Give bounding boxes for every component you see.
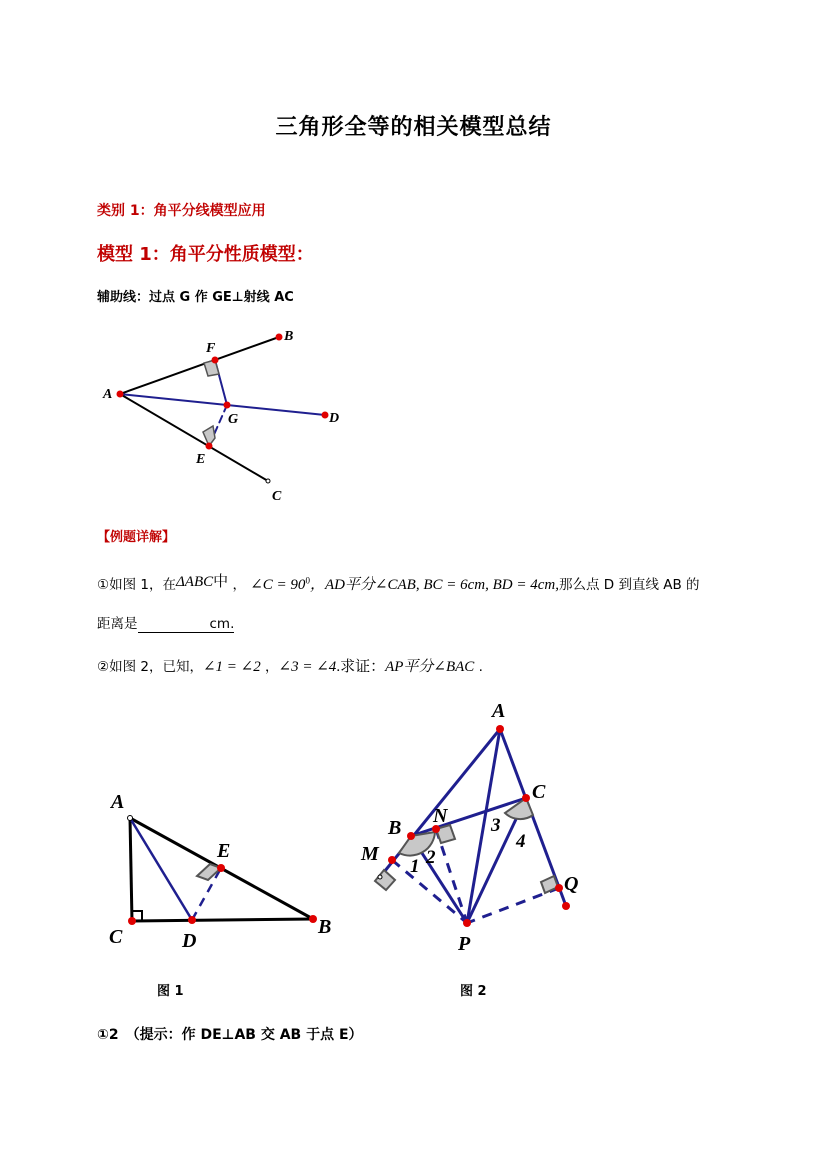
q2-eq2: ∠3 = ∠4 — [278, 659, 337, 675]
point-ray-start — [378, 875, 382, 879]
q2-end: . — [478, 659, 483, 675]
label-b: B — [284, 329, 294, 344]
label-b: B — [388, 817, 402, 839]
q2-prefix: ②如图 2，已知， — [97, 659, 203, 675]
question-1-line-2 — [97, 612, 234, 633]
label-angle-2: 2 — [426, 847, 436, 868]
label-angle-4: 4 — [516, 831, 526, 852]
point-c — [266, 479, 270, 483]
point-a — [117, 391, 124, 398]
segment-mp-dashed — [392, 860, 467, 923]
point-e — [206, 443, 213, 450]
q2-eq1: ∠1 = ∠2 — [202, 659, 261, 675]
label-a: A — [492, 700, 506, 722]
label-q: Q — [564, 873, 579, 895]
point-b — [276, 334, 283, 341]
point-c — [128, 917, 136, 925]
point-a — [128, 816, 133, 821]
figure-1 — [100, 780, 350, 960]
label-c: C — [532, 781, 546, 803]
point-c — [522, 794, 530, 802]
answer-blank[interactable] — [138, 618, 210, 633]
point-q — [555, 884, 563, 892]
figure-2 — [355, 695, 595, 960]
label-p: P — [458, 933, 471, 955]
right-angle-mark-m — [375, 870, 395, 890]
answer-text: ①2 （提示：作 DE⊥AB 交 AB 于点 E） — [97, 1027, 363, 1043]
label-f: F — [206, 341, 216, 356]
point-e — [217, 864, 225, 872]
label-angle-3: 3 — [491, 815, 501, 836]
label-c: C — [109, 926, 123, 948]
label-m: M — [361, 843, 379, 865]
point-f — [212, 357, 219, 364]
figure-2-caption: 图 2 — [460, 984, 487, 999]
side-ac — [130, 818, 132, 921]
label-b: B — [318, 916, 332, 938]
q1-condition: ，AD平分∠CAB, BC = 6cm, BD = 4cm, — [309, 577, 559, 593]
q2-claim: AP平分∠BAC — [385, 659, 475, 675]
label-d: D — [329, 411, 340, 426]
figure-angle-bisector-model — [95, 320, 355, 510]
bisector-ad — [130, 818, 192, 920]
q1-suffix: 那么点 D 到直线 AB 的 — [558, 577, 700, 593]
q1-triangle: ΔABC — [175, 574, 214, 590]
q1-comma: ， — [232, 577, 246, 593]
q1-degree: 0 — [305, 575, 310, 586]
point-b — [407, 832, 415, 840]
q2-sep: ， — [265, 659, 279, 675]
q1-line2-prefix: 距离是 — [97, 616, 138, 632]
side-cb — [132, 919, 313, 921]
line-ab-extended — [380, 729, 500, 877]
point-p — [463, 919, 471, 927]
label-e: E — [196, 452, 206, 467]
figure-1-caption: 图 1 — [157, 984, 184, 999]
label-angle-1: 1 — [410, 856, 420, 877]
label-g: G — [228, 412, 239, 427]
category-heading: 类别 1：角平分线模型应用 — [97, 203, 266, 219]
q1-unit: cm. — [209, 616, 235, 632]
point-b — [309, 915, 317, 923]
label-e: E — [217, 840, 231, 862]
label-a: A — [111, 791, 125, 813]
point-m — [388, 856, 396, 864]
page-title: 三角形全等的相关模型总结 — [275, 115, 552, 140]
example-heading: 【例题详解】 — [97, 530, 176, 545]
q1-prefix: ①如图 1，在 — [97, 577, 176, 593]
question-2 — [97, 655, 483, 676]
q1-angle-c: ∠C = 90 — [250, 577, 306, 593]
point-a — [496, 725, 504, 733]
label-n: N — [433, 805, 448, 827]
q2-prove: .求证： — [336, 659, 386, 675]
point-d — [188, 916, 196, 924]
auxiliary-line-text: 辅助线：过点 G 作 GE⊥射线 AC — [97, 290, 294, 305]
label-a: A — [103, 387, 113, 402]
ray-ab — [120, 337, 279, 394]
model-heading: 模型 1：角平分性质模型： — [97, 244, 314, 265]
question-1-line-1 — [97, 570, 700, 594]
point-d — [322, 412, 329, 419]
point-g — [224, 402, 231, 409]
point-ray-end — [562, 902, 570, 910]
label-c: C — [272, 489, 282, 504]
label-d: D — [182, 930, 197, 952]
q1-zhong: 中 — [213, 574, 229, 590]
